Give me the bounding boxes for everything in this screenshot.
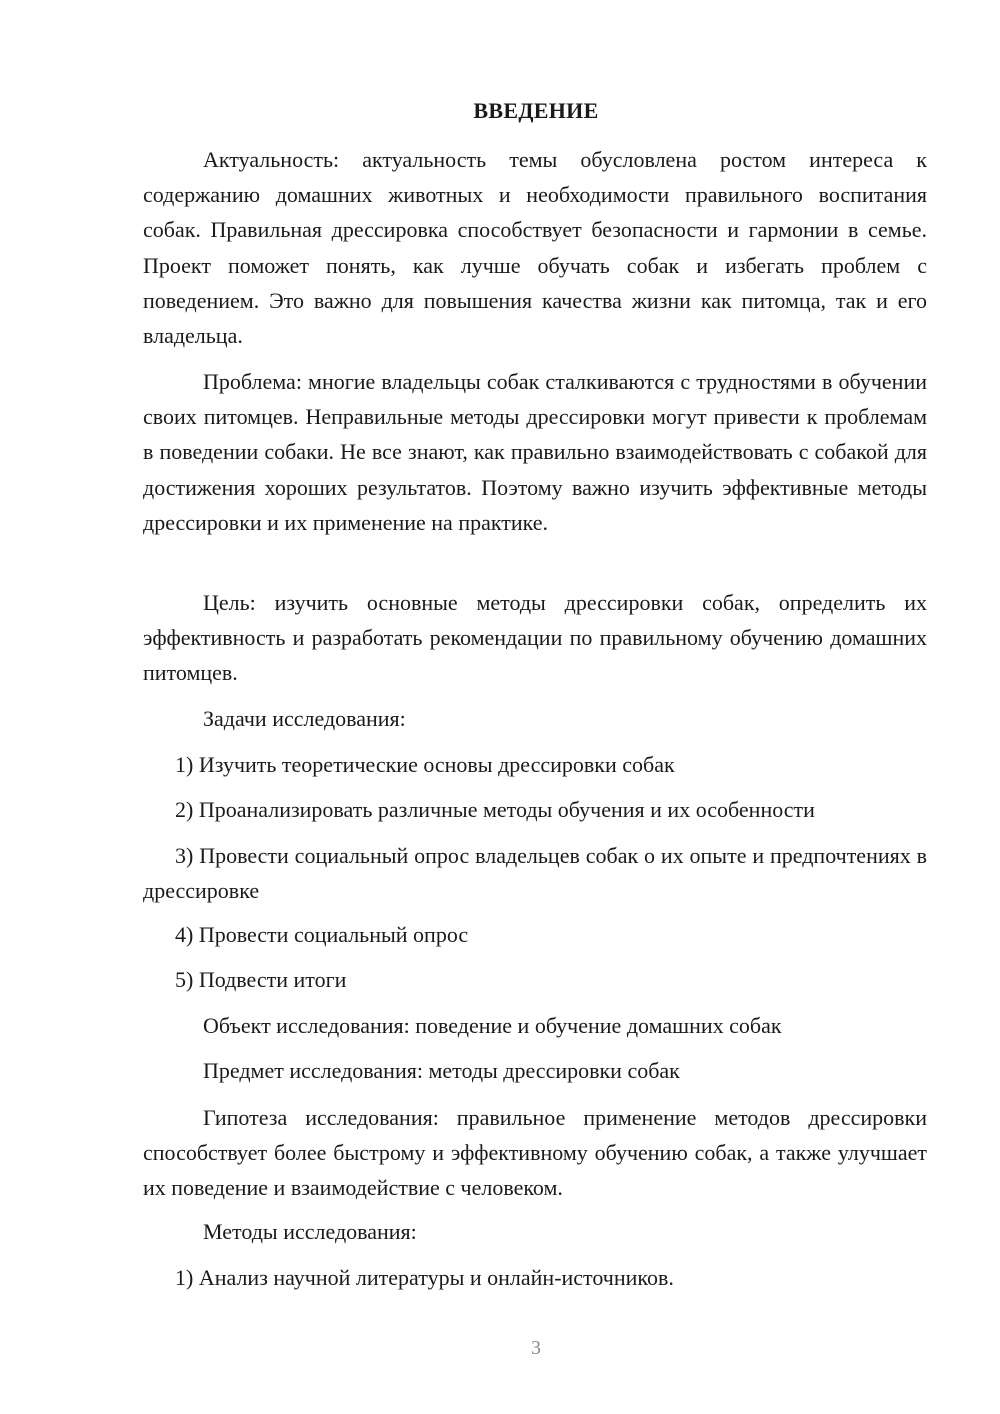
methods-heading: Методы исследования:	[203, 1219, 417, 1244]
paragraph-hypothesis: Гипотеза исследования: правильное применение методов дрессировки способствует более быстрому и эффективному обучению собак, а также улучшает их поведение и взаимодействие с человеком.	[143, 1105, 927, 1201]
paragraph-goal: Цель: изучить основные методы дрессировки собак, определить их эффективность и разработать рекомендации по правильному обучению домашних питомцев.	[143, 590, 927, 686]
task-item-5: 5) Подвести итоги	[175, 967, 347, 992]
paragraph-relevance: Актуальность: актуальность темы обусловлена ростом интереса к содержанию домашних животных и необходимости правильного воспитания собак. Правильная дрессировка способствует безопасности и гармонии в семье. Проект поможет понять, как лучше обучать собак и избегать проблем с поведением. Это важно для повышения качества жизни как питомца, так и его владельца.	[143, 147, 927, 349]
research-subject: Предмет исследования: методы дрессировки собак	[203, 1058, 680, 1083]
task-item-2: 2) Проанализировать различные методы обучения и их особенности	[175, 797, 815, 822]
task-item-3: 3) Провести социальный опрос владельцев собак о их опыте и предпочтениях в дрессировке	[143, 843, 927, 904]
research-object: Объект исследования: поведение и обучение домашних собак	[203, 1013, 782, 1038]
task-item-4: 4) Провести социальный опрос	[175, 922, 469, 947]
method-item-1: 1) Анализ научной литературы и онлайн-источников.	[175, 1265, 674, 1290]
task-item-1: 1) Изучить теоретические основы дрессировки собак	[175, 752, 675, 777]
tasks-heading: Задачи исследования:	[203, 706, 406, 731]
page-number: 3	[531, 1337, 541, 1359]
paragraph-problem: Проблема: многие владельцы собак сталкиваются с трудностями в обучении своих питомцев. Неправильные методы дрессировки могут привести к проблемам в поведении собаки. Не все знают, как правильно взаимодействовать с собакой для достижения хороших результатов. Поэтому важно изучить эффективные методы дрессировки и их применение на практике.	[143, 369, 927, 535]
section-title: ВВЕДЕНИЕ	[473, 98, 599, 123]
